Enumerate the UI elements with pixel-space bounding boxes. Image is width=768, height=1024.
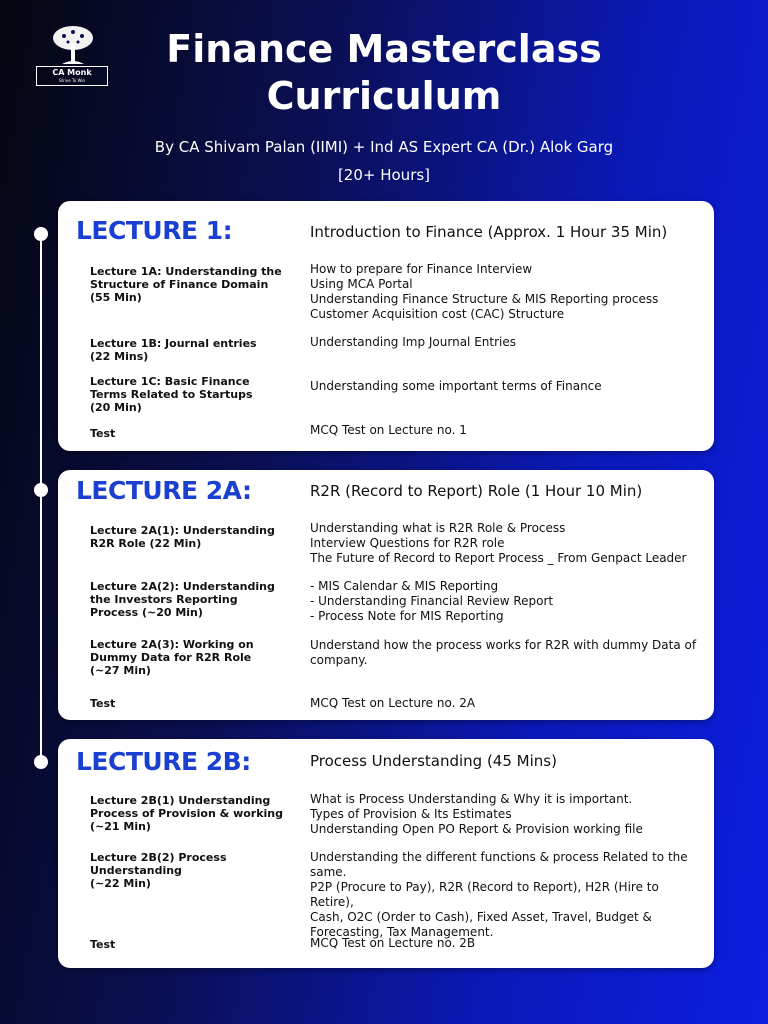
sub-lecture-details: How to prepare for Finance Interview Using MCA Portal Understanding Finance Structure & MIS Reporting process Customer Acquisition cost (CAC) Structure (310, 262, 659, 321)
sub-lecture-name: Lecture 2A(2): Understanding the Investors Reporting Process (~20 Min) (90, 580, 275, 619)
test-label: Test (90, 427, 116, 440)
test-label: Test (90, 938, 116, 951)
lecture-card-1 (58, 201, 714, 451)
logo-tagline: Strive To Win (59, 78, 85, 83)
sub-lecture-name: Lecture 2A(3): Working on Dummy Data for R2R Role (~27 Min) (90, 638, 254, 677)
lecture-topic: Introduction to Finance (Approx. 1 Hour 35 Min) (310, 223, 668, 241)
lecture-topic: Process Understanding (45 Mins) (310, 752, 557, 770)
sub-lecture-name: Lecture 1B: Journal entries (22 Mins) (90, 337, 257, 363)
sub-lecture-details: Understanding some important terms of Finance (310, 379, 602, 393)
sub-lecture-name: Lecture 1C: Basic Finance Terms Related to Startups (20 Min) (90, 375, 253, 414)
lecture-topic: R2R (Record to Report) Role (1 Hour 10 Min) (310, 482, 643, 500)
lecture-title: LECTURE 2A: (76, 476, 252, 505)
title-line-1: Finance Masterclass (166, 27, 602, 71)
page-subtitle: By CA Shivam Palan (IIMI) + Ind AS Expert CA (Dr.) Alok Garg (154, 138, 614, 156)
lecture-title: LECTURE 2B: (76, 747, 251, 776)
test-details: MCQ Test on Lecture no. 2B (310, 936, 476, 950)
timeline-dot-lecture-1 (34, 227, 48, 241)
sub-lecture-details: Understand how the process works for R2R with dummy Data of company. (310, 638, 697, 667)
sub-lecture-name: Lecture 2A(1): Understanding R2R Role (22 Min) (90, 524, 275, 550)
test-details: MCQ Test on Lecture no. 1 (310, 423, 467, 437)
sub-lecture-name: Lecture 2B(1) Understanding Process of Provision & working (~21 Min) (90, 794, 283, 833)
lecture-card-2a (58, 470, 714, 720)
sub-lecture-details: What is Process Understanding & Why it is important. Types of Provision & Its Estimates Understanding Open PO Report & Provision working file (310, 792, 643, 836)
timeline-dot-lecture-2b (34, 755, 48, 769)
test-details: MCQ Test on Lecture no. 2A (310, 696, 476, 710)
timeline-dot-lecture-2a (34, 483, 48, 497)
logo-name: CA Monk (52, 68, 92, 77)
title-line-2: Curriculum (266, 74, 502, 118)
lecture-card-2b (58, 739, 714, 968)
timeline-line (40, 233, 42, 763)
sub-lecture-details: Understanding Imp Journal Entries (310, 335, 516, 349)
sub-lecture-details: - MIS Calendar & MIS Reporting - Understanding Financial Review Report - Process Note for MIS Reporting (310, 579, 554, 623)
test-label: Test (90, 697, 116, 710)
sub-lecture-details: Understanding what is R2R Role & Process Interview Questions for R2R role The Future of Record to Report Process _ From Genpact Leader (310, 521, 687, 565)
sub-lecture-name: Lecture 1A: Understanding the Structure of Finance Domain (55 Min) (90, 265, 282, 304)
sub-lecture-details: Understanding the different functions & process Related to the same. P2P (Procure to Pay), R2R (Record to Report), H2R (Hire to Retire), Cash, O2C (Order to Cash), Fixed Asset, Travel, Budget & Forecasting, Tax Management. (310, 850, 688, 939)
lecture-title: LECTURE 1: (76, 216, 233, 245)
page-title (0, 26, 768, 120)
sub-lecture-name: Lecture 2B(2) Process Understanding (~22 Min) (90, 851, 227, 890)
hours-label: [20+ Hours] (337, 166, 431, 184)
